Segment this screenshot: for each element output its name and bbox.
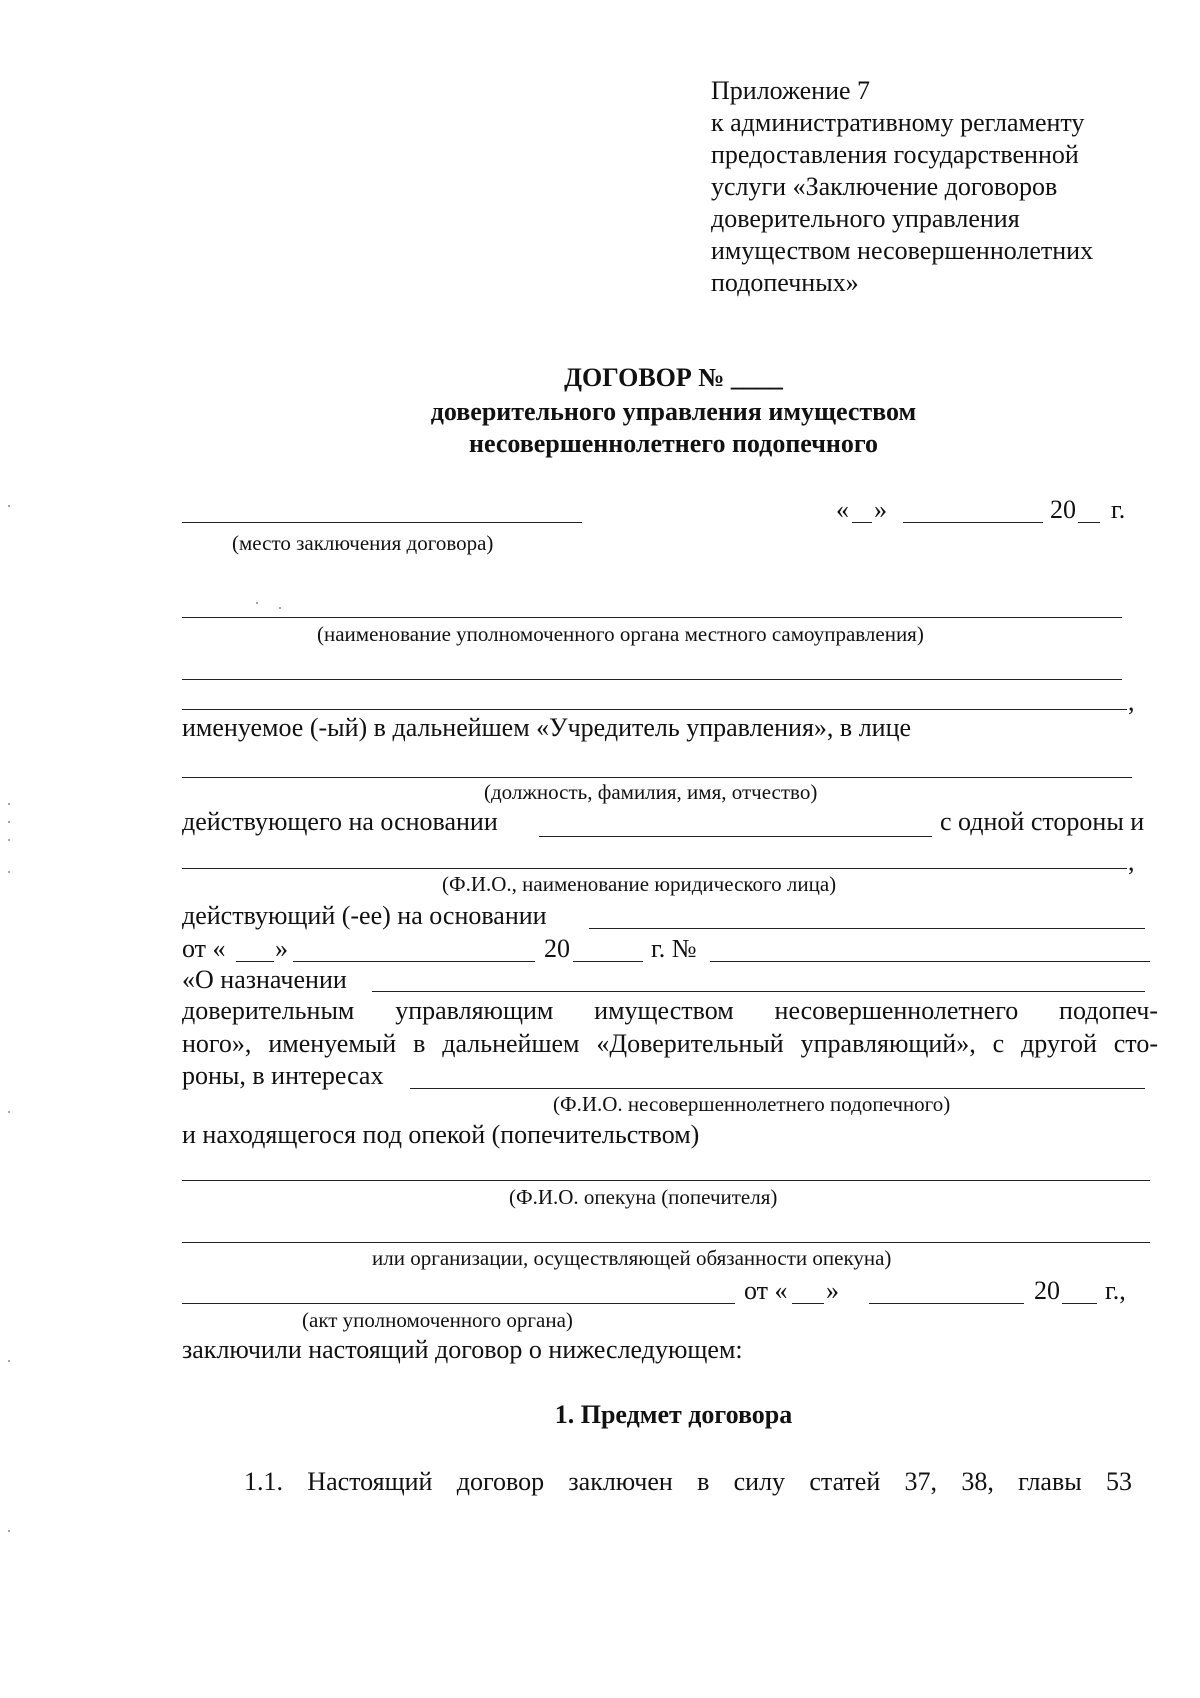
act-caption: (акт уполномоченного органа) xyxy=(302,1308,573,1332)
acting-basis-2-text: действующий (-ее) на основании xyxy=(182,901,547,930)
trustee-comma: , xyxy=(1128,847,1135,876)
position-caption: (должность, фамилия, имя, отчество) xyxy=(484,780,818,804)
date-close-quote: » xyxy=(874,495,887,524)
from-close-quote: » xyxy=(275,934,288,963)
date-year-suffix: г. xyxy=(1111,495,1126,524)
trustee-line-2: ного», именуемый в дальнейшем «Доверительный управляющий», с другой сто- xyxy=(182,1029,1158,1058)
on-appointment-text: «О назначении xyxy=(182,965,347,994)
date-open-quote: « xyxy=(836,495,849,524)
clause-1-1: 1.1. Настоящий договор заключен в силу статей 37, 38, главы 53 xyxy=(244,1467,1132,1496)
scan-speck xyxy=(8,839,10,841)
act-close-quote: » xyxy=(826,1276,839,1305)
scan-speck xyxy=(8,1111,10,1113)
org-comma: , xyxy=(1128,687,1135,716)
contract-title: ДОГОВОР № ____ xyxy=(564,363,783,392)
place-caption: (место заключения договора) xyxy=(232,531,494,555)
place-field-line xyxy=(182,522,582,523)
from-year: 20 xyxy=(544,934,570,963)
guardian-caption: (Ф.И.О. опекуна (попечителя) xyxy=(509,1185,778,1209)
act-year: 20 xyxy=(1034,1276,1060,1305)
org-guardian-field-line xyxy=(182,1242,1150,1243)
minor-caption: (Ф.И.О. несовершеннолетнего подопечного) xyxy=(553,1092,951,1116)
appointment-field-line xyxy=(372,991,1145,992)
appendix-line: к административному регламенту xyxy=(711,108,1085,137)
contract-subtitle-1: доверительного управления имуществом xyxy=(430,397,917,426)
org-field-line-2 xyxy=(182,679,1122,680)
from-quote: от « xyxy=(182,934,226,963)
act-month-field-line xyxy=(869,1303,1024,1304)
scan-speck xyxy=(8,1530,10,1532)
trustee-name-field-line xyxy=(182,868,1127,869)
act-from-quote: от « xyxy=(744,1276,788,1305)
from-g-no: г. № xyxy=(651,934,697,963)
basis-2-field-line xyxy=(589,928,1145,929)
appendix-block xyxy=(711,75,1093,299)
scan-speck xyxy=(8,803,10,805)
org-field-line-3 xyxy=(182,709,1127,710)
year-field-line xyxy=(1078,522,1100,523)
under-custody-text: и находящегося под опекой (попечительством) xyxy=(182,1120,700,1149)
scan-speck xyxy=(8,821,10,823)
guardian-field-line xyxy=(182,1180,1150,1181)
trustee-line-1: доверительным управляющим имуществом несовершеннолетнего подопеч- xyxy=(182,996,1158,1025)
act-day-field-line xyxy=(792,1303,824,1304)
from-year-field-line xyxy=(573,961,643,962)
date-year-prefix: 20 xyxy=(1050,495,1076,524)
scan-speck xyxy=(256,602,258,604)
acting-basis-text: действующего на основании xyxy=(182,807,498,836)
fio-legal-caption: (Ф.И.О., наименование юридического лица) xyxy=(442,872,837,896)
appendix-line: Приложение 7 xyxy=(711,76,871,105)
org-guardian-caption: или организации, осуществляющей обязанности опекуна) xyxy=(372,1246,892,1270)
scan-speck xyxy=(279,607,281,609)
one-side-text: с одной стороны и xyxy=(940,807,1145,836)
basis-field-line xyxy=(539,836,932,837)
appendix-line: доверительного управления xyxy=(711,204,1020,233)
from-month-field-line xyxy=(293,961,535,962)
section-1-heading: 1. Предмет договора xyxy=(554,1400,793,1429)
appendix-line: имуществом несовершеннолетних xyxy=(711,236,1094,265)
appendix-line: предоставления государственной xyxy=(711,140,1079,169)
minor-name-field-line xyxy=(410,1088,1145,1089)
act-field-line xyxy=(182,1303,735,1304)
org-field-line-1 xyxy=(182,617,1122,618)
founder-text: именуемое (-ый) в дальнейшем «Учредитель управления», в лице xyxy=(182,713,912,742)
act-year-field-line xyxy=(1062,1303,1097,1304)
org-caption: (наименование уполномоченного органа местного самоуправления) xyxy=(317,622,924,646)
number-field-line xyxy=(710,961,1150,962)
scan-speck xyxy=(8,871,10,873)
position-field-line xyxy=(182,777,1132,778)
month-field-line xyxy=(903,522,1043,523)
scan-speck xyxy=(8,505,10,507)
act-g-comma: г., xyxy=(1105,1276,1126,1305)
scan-speck xyxy=(8,1360,10,1362)
day-field-line xyxy=(852,522,872,523)
contract-subtitle-2: несовершеннолетнего подопечного xyxy=(468,429,879,458)
from-day-field-line xyxy=(236,961,274,962)
appendix-line: услуги «Заключение договоров xyxy=(711,172,1058,201)
in-interests-text: роны, в интересах xyxy=(182,1061,384,1090)
concluded-text: заключили настоящий договор о нижеследующем: xyxy=(182,1335,743,1364)
appendix-line: подопечных» xyxy=(711,268,859,297)
